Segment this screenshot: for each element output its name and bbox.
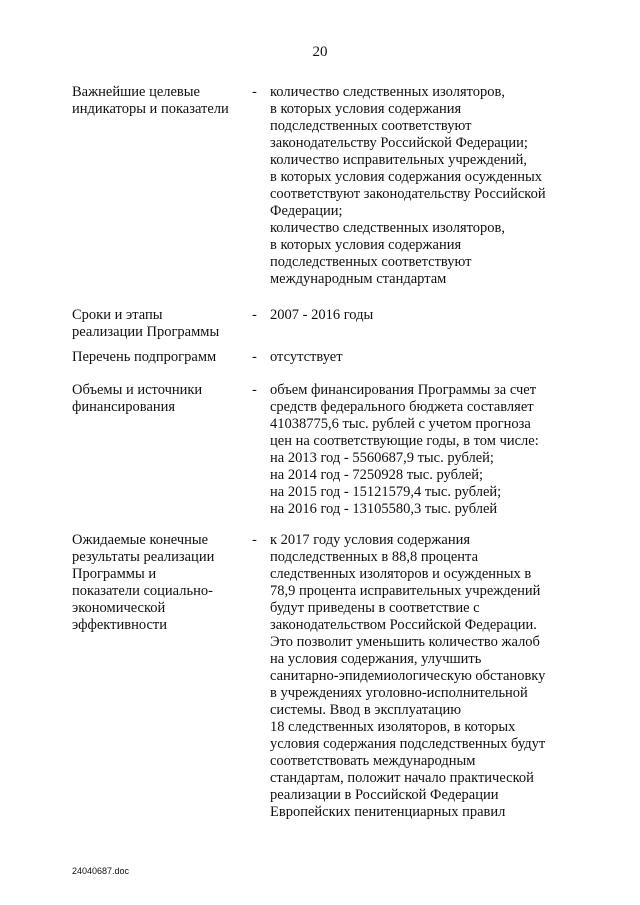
row-value-line: подследственных соответствуют — [270, 254, 472, 270]
row-value-line: 2007 - 2016 годы — [270, 307, 374, 323]
row-value — [270, 84, 570, 288]
row-label — [72, 84, 247, 118]
row-label-line: реализации Программы — [72, 324, 220, 340]
row-label — [72, 532, 247, 634]
row-value-line: в которых условия содержания — [270, 237, 462, 253]
row-label — [72, 349, 247, 366]
row-value-line: законодательству Российской Федерации; — [270, 135, 528, 151]
row-value-line: 41038775,6 тыс. рублей с учетом прогноза — [270, 416, 531, 432]
file-name-footer: 24040687.doc — [72, 866, 130, 876]
row-value-line: количество исправительных учреждений, — [270, 152, 528, 168]
row-value-line: международным стандартам — [270, 271, 447, 287]
row-value — [270, 532, 570, 821]
row-value-line: цен на соответствующие годы, в том числе: — [270, 433, 539, 449]
row-label-line: показатели социально- — [72, 583, 213, 599]
row-label-line: индикаторы и показатели — [72, 101, 229, 117]
row-value-line: будут приведены в соответствие с — [270, 600, 480, 616]
row-value-line: реализации в Российской Федерации — [270, 787, 499, 803]
row-value-line: следственных изоляторов и осужденных в — [270, 566, 532, 582]
row-value-line: Европейских пенитенциарных правил — [270, 804, 506, 820]
row-value-line: на 2015 год - 15121579,4 тыс. рублей; — [270, 484, 502, 500]
row-value-line: стандартам, положит начало практической — [270, 770, 534, 786]
row-value-line: соответствовать международным — [270, 753, 476, 769]
row-value-line: количество следственных изоляторов, — [270, 84, 505, 100]
row-value-line: количество следственных изоляторов, — [270, 220, 505, 236]
row-label-line: Важнейшие целевые — [72, 84, 200, 100]
row-dash: - — [252, 84, 257, 100]
row-value-line: в учреждениях уголовно-исполнительной — [270, 685, 528, 701]
row-value-line: к 2017 году условия содержания — [270, 532, 471, 548]
row-label-line: Перечень подпрограмм — [72, 349, 217, 365]
row-value-line: подследственных соответствуют — [270, 118, 472, 134]
row-label-line: Сроки и этапы — [72, 307, 163, 323]
row-value-line: на 2013 год - 5560687,9 тыс. рублей; — [270, 450, 494, 466]
row-value-line: подследственных в 88,8 процента — [270, 549, 479, 565]
row-label-line: эффективности — [72, 617, 167, 633]
row-value — [270, 349, 570, 366]
row-label-line: Объемы и источники — [72, 382, 203, 398]
page-number: 20 — [312, 44, 328, 60]
row-value-line: на 2014 год - 7250928 тыс. рублей; — [270, 467, 484, 483]
row-value-line: средств федерального бюджета составляет — [270, 399, 534, 415]
row-value-line: 78,9 процента исправительных учреждений — [270, 583, 541, 599]
row-value-line: объем финансирования Программы за счет — [270, 382, 537, 398]
row-dash: - — [252, 532, 257, 548]
row-label-line: Программы и — [72, 566, 157, 582]
row-label-line: Ожидаемые конечные — [72, 532, 209, 548]
row-value-line: на 2016 год - 13105580,3 тыс. рублей — [270, 501, 498, 517]
row-value-line: санитарно-эпидемиологическую обстановку — [270, 668, 546, 684]
row-dash: - — [252, 307, 257, 323]
row-value-line: 18 следственных изоляторов, в которых — [270, 719, 516, 735]
row-value-line: на условия содержания, улучшить — [270, 651, 482, 667]
row-value-line: системы. Ввод в эксплуатацию — [270, 702, 462, 718]
row-label — [72, 307, 247, 341]
row-value-line: условия содержания подследственных будут — [270, 736, 546, 752]
row-value-line: Федерации; — [270, 203, 343, 219]
row-label-line: финансирования — [72, 399, 176, 415]
row-value-line: законодательством Российской Федерации. — [270, 617, 537, 633]
row-value-line: отсутствует — [270, 349, 343, 365]
row-dash: - — [252, 349, 257, 365]
row-dash: - — [252, 382, 257, 398]
row-value — [270, 382, 570, 518]
row-label-line: экономической — [72, 600, 166, 616]
row-value-line: в которых условия содержания осужденных — [270, 169, 543, 185]
row-value — [270, 307, 570, 324]
row-label — [72, 382, 247, 416]
row-value-line: Это позволит уменьшить количество жалоб — [270, 634, 540, 650]
row-value-line: в которых условия содержания — [270, 101, 462, 117]
row-value-line: соответствуют законодательству Российской — [270, 186, 546, 202]
row-label-line: результаты реализации — [72, 549, 215, 565]
